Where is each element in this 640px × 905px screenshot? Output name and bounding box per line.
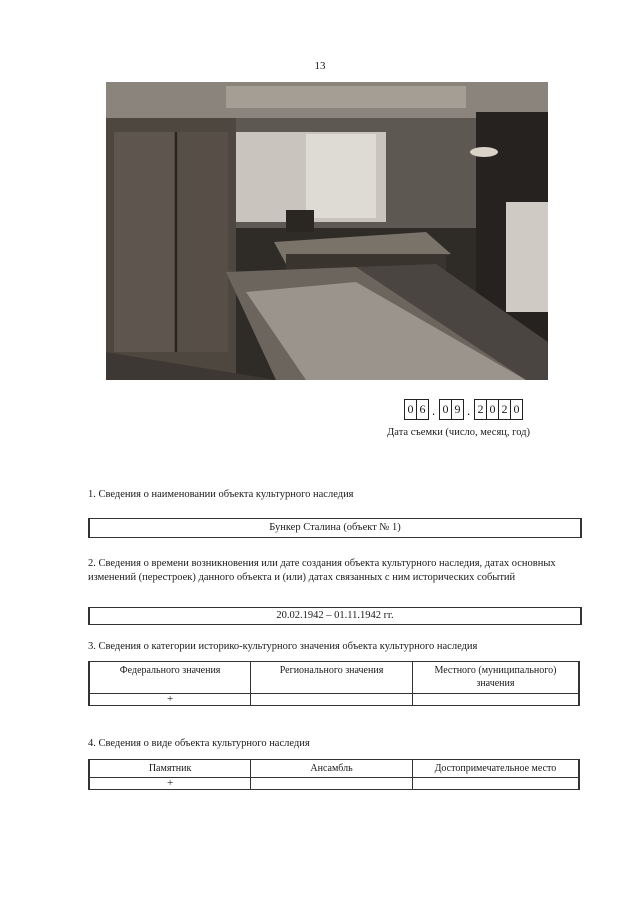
header-federal: Федерального значения — [89, 662, 251, 694]
significance-category-table — [88, 661, 580, 706]
mark-ensemble — [251, 778, 413, 790]
date-separator: . — [466, 403, 471, 418]
shooting-date-boxes — [404, 398, 522, 420]
date-digit: 0 — [439, 399, 452, 420]
header-landmark: Достопримечательное место — [412, 760, 579, 778]
date-digit: 0 — [404, 399, 417, 420]
header-monument: Памятник — [89, 760, 251, 778]
bunker-interior-photo — [106, 82, 548, 380]
section-2-label: 2. Сведения о времени возникновения или дате создания объекта культурного наследия, датах основных изменений (перестроек) данного объекта и (или) датах связанных с ним исторических событий — [88, 558, 556, 583]
object-name-field: Бункер Сталина (объект № 1) — [88, 518, 582, 538]
header-regional: Регионального значения — [251, 662, 413, 694]
date-digit: 9 — [451, 399, 464, 420]
header-ensemble: Ансамбль — [251, 760, 413, 778]
mark-monument: + — [89, 778, 251, 790]
header-local: Местного (муниципального) значения — [412, 662, 579, 694]
date-separator: . — [431, 403, 436, 418]
page-number: 13 — [314, 60, 326, 72]
date-digit: 0 — [510, 399, 523, 420]
date-digit: 0 — [486, 399, 499, 420]
object-dates-field: 20.02.1942 – 01.11.1942 гг. — [88, 607, 582, 625]
mark-local — [412, 694, 579, 706]
mark-regional — [251, 694, 413, 706]
mark-federal: + — [89, 694, 251, 706]
mark-landmark — [412, 778, 579, 790]
date-digit: 6 — [416, 399, 429, 420]
section-3-label: 3. Сведения о категории историко-культурного значения объекта культурного наследия — [88, 641, 478, 652]
date-digit: 2 — [474, 399, 487, 420]
date-digit: 2 — [498, 399, 511, 420]
object-type-table — [88, 759, 580, 790]
section-1-label: 1. Сведения о наименовании объекта культурного наследия — [88, 489, 354, 500]
section-4-label: 4. Сведения о виде объекта культурного наследия — [88, 738, 310, 749]
date-caption: Дата съемки (число, месяц, год) — [387, 427, 530, 438]
